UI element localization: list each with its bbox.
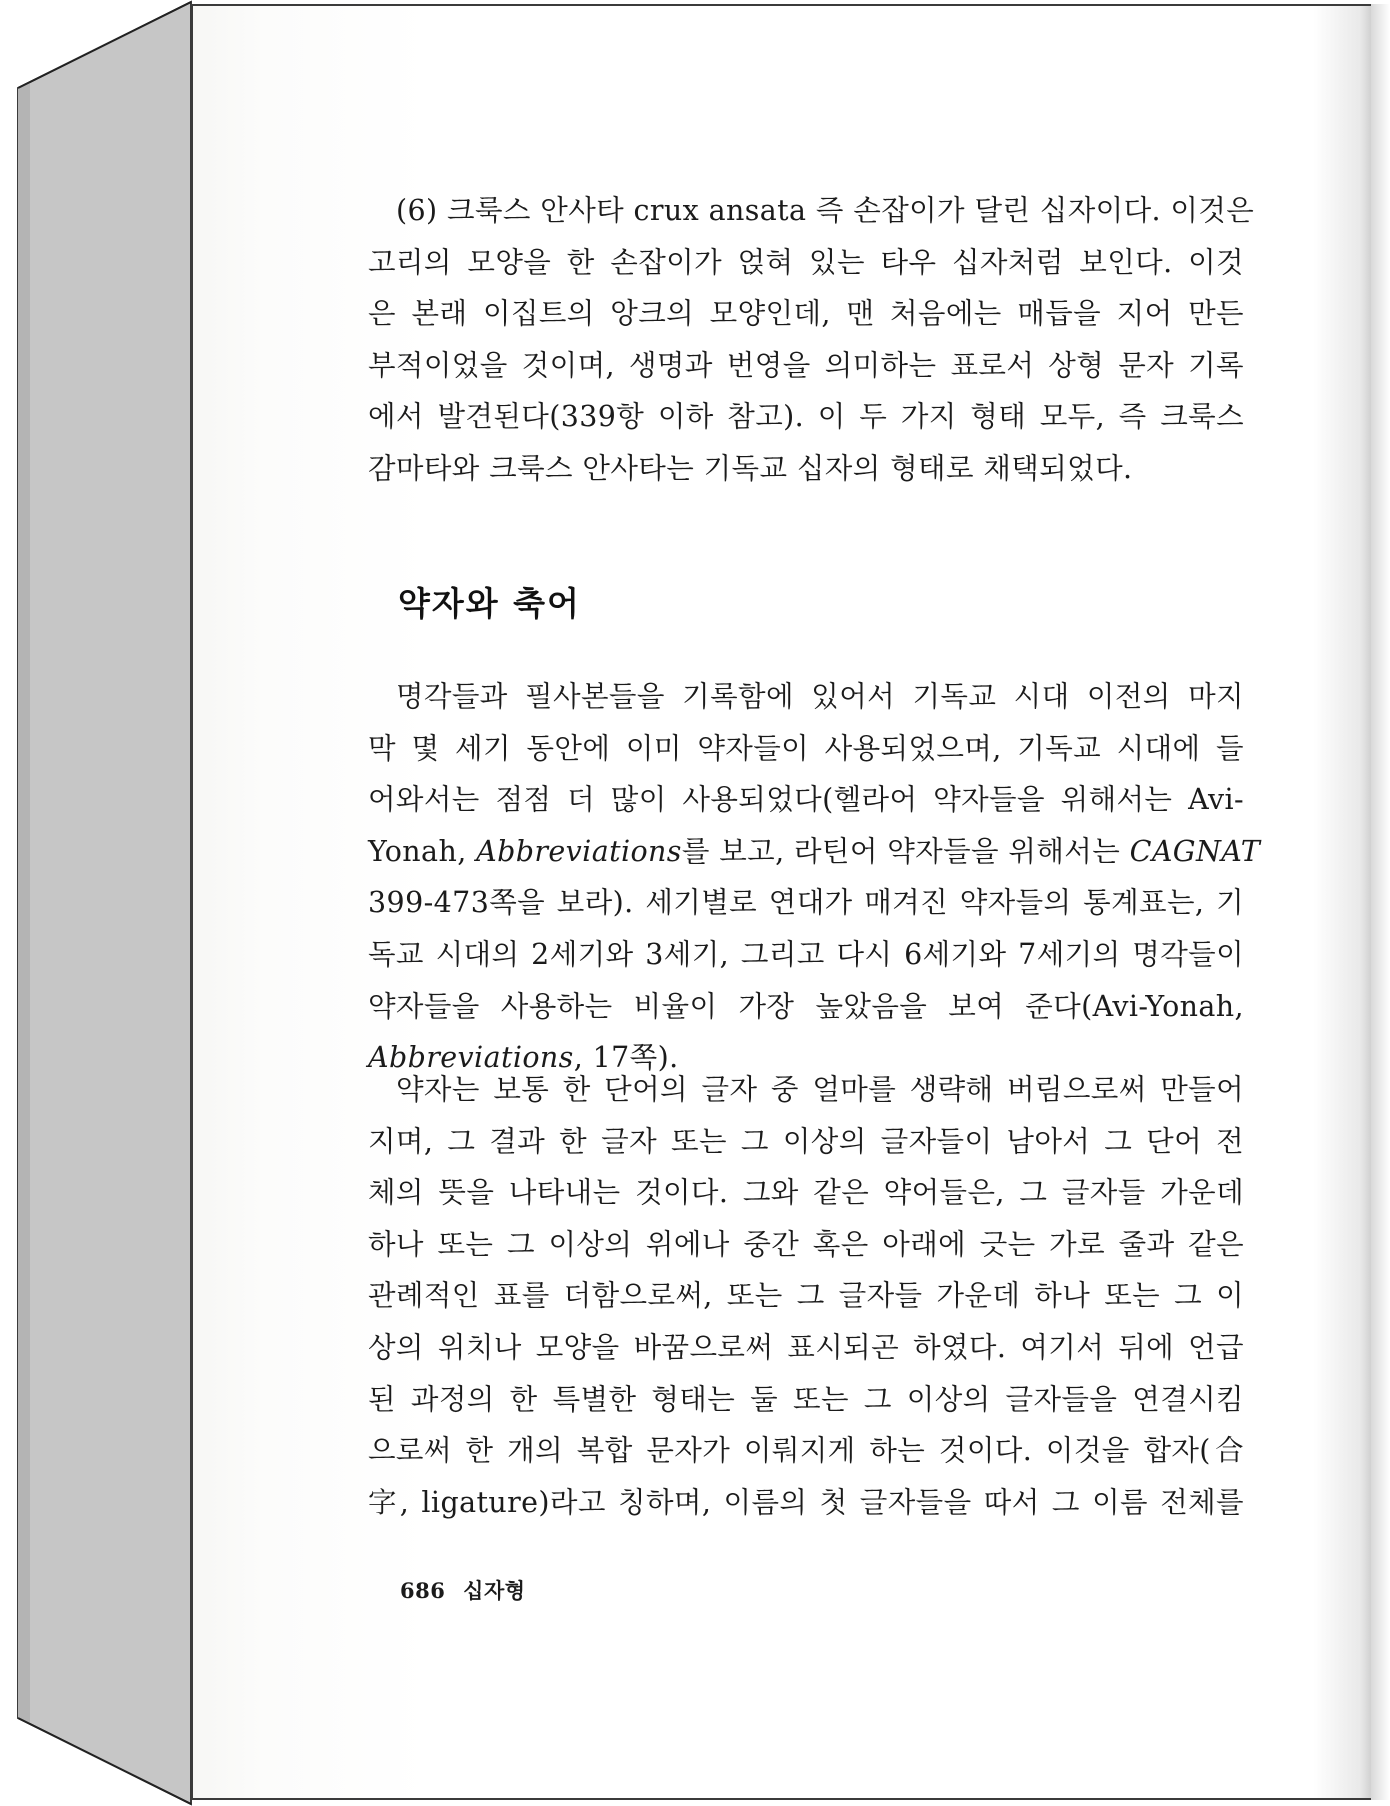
text-line: 독교 시대의 2세기와 3세기, 그리고 다시 6세기와 7세기의 명각들이 xyxy=(368,937,1244,971)
text-line: 으로써 한 개의 복합 문자가 이뤄지게 하는 것이다. 이것을 합자(合 xyxy=(368,1434,1244,1468)
text-run: 를 보고, 라틴어 약자들을 위해서는 xyxy=(681,834,1130,868)
book-spine-shade xyxy=(18,82,30,1724)
text-line: (6) 크룩스 안사타 crux ansata 즉 손잡이가 달린 십자이다. 이것은 xyxy=(396,194,1255,227)
text-line: 어와서는 점점 더 많이 사용되었다(헬라어 약자들을 위해서는 Avi- xyxy=(368,783,1244,817)
text-line: 된 과정의 한 특별한 형태는 둘 또는 그 이상의 글자들을 연결시킴 xyxy=(368,1382,1244,1416)
text-line: 관례적인 표를 더함으로써, 또는 그 글자들 가운데 하나 또는 그 이 xyxy=(368,1279,1244,1313)
text-line: 字, ligature)라고 칭하며, 이름의 첫 글자들을 따서 그 이름 전체를 xyxy=(368,1485,1244,1519)
text-line: 부적이었을 것이며, 생명과 번영을 의미하는 표로서 상형 문자 기록 xyxy=(368,348,1244,382)
text-line: 상의 위치나 모양을 바꿈으로써 표시되곤 하였다. 여기서 뒤에 언급 xyxy=(368,1330,1244,1364)
paragraph-crux-ansata xyxy=(368,185,1255,495)
text-line: 감마타와 크룩스 안사타는 기독교 십자의 형태로 채택되었다. xyxy=(368,451,1133,485)
text-line: 지며, 그 결과 한 글자 또는 그 이상의 글자들이 남아서 그 단어 전 xyxy=(368,1124,1244,1158)
page-footer xyxy=(400,1575,526,1605)
text-line: 약자들을 사용하는 비율이 가장 높았음을 보여 준다(Avi-Yonah, xyxy=(368,989,1244,1023)
book-spine-face xyxy=(18,2,191,1804)
text-line: 명각들과 필사본들을 기록함에 있어서 기독교 시대 이전의 마지 xyxy=(396,680,1244,713)
text-line-mixed xyxy=(368,826,1261,878)
text-line: 에서 발견된다(339항 이하 참고). 이 두 가지 형태 모두, 즉 크룩스 xyxy=(368,400,1244,434)
running-title: 십자형 xyxy=(463,1578,526,1603)
page-right-shadow xyxy=(1371,4,1390,1800)
italic-citation: CAGNAT xyxy=(1129,834,1261,868)
text-run: Yonah, xyxy=(368,834,477,868)
text-line: 하나 또는 그 이상의 위에나 중간 혹은 아래에 긋는 가로 줄과 같은 xyxy=(368,1227,1244,1261)
page-number: 686 xyxy=(400,1578,446,1603)
italic-citation: Abbreviations xyxy=(368,1041,574,1075)
paragraph-abbreviation-definition xyxy=(368,1064,1244,1528)
section-heading: 약자와 축어 xyxy=(398,584,581,623)
text-line: 399-473쪽을 보라). 세기별로 연대가 매겨진 약자들의 통계표는, 기 xyxy=(368,886,1244,920)
text-line: 고리의 모양을 한 손잡이가 얹혀 있는 타우 십자처럼 보인다. 이것 xyxy=(368,245,1244,279)
text-line: 체의 뜻을 나타내는 것이다. 그와 같은 약어들은, 그 글자들 가운데 xyxy=(368,1176,1244,1210)
italic-citation: Abbreviations xyxy=(476,834,682,868)
text-run: , 17쪽). xyxy=(573,1041,679,1075)
text-line: 은 본래 이집트의 앙크의 모양인데, 맨 처음에는 매듭을 지어 만든 xyxy=(368,297,1244,331)
text-line: 약자는 보통 한 단어의 글자 중 얼마를 생략해 버림으로써 만들어 xyxy=(396,1073,1244,1106)
text-line: 막 몇 세기 동안에 이미 약자들이 사용되었으며, 기독교 시대에 들 xyxy=(368,731,1244,765)
paragraph-abbreviations-history xyxy=(368,671,1261,1084)
